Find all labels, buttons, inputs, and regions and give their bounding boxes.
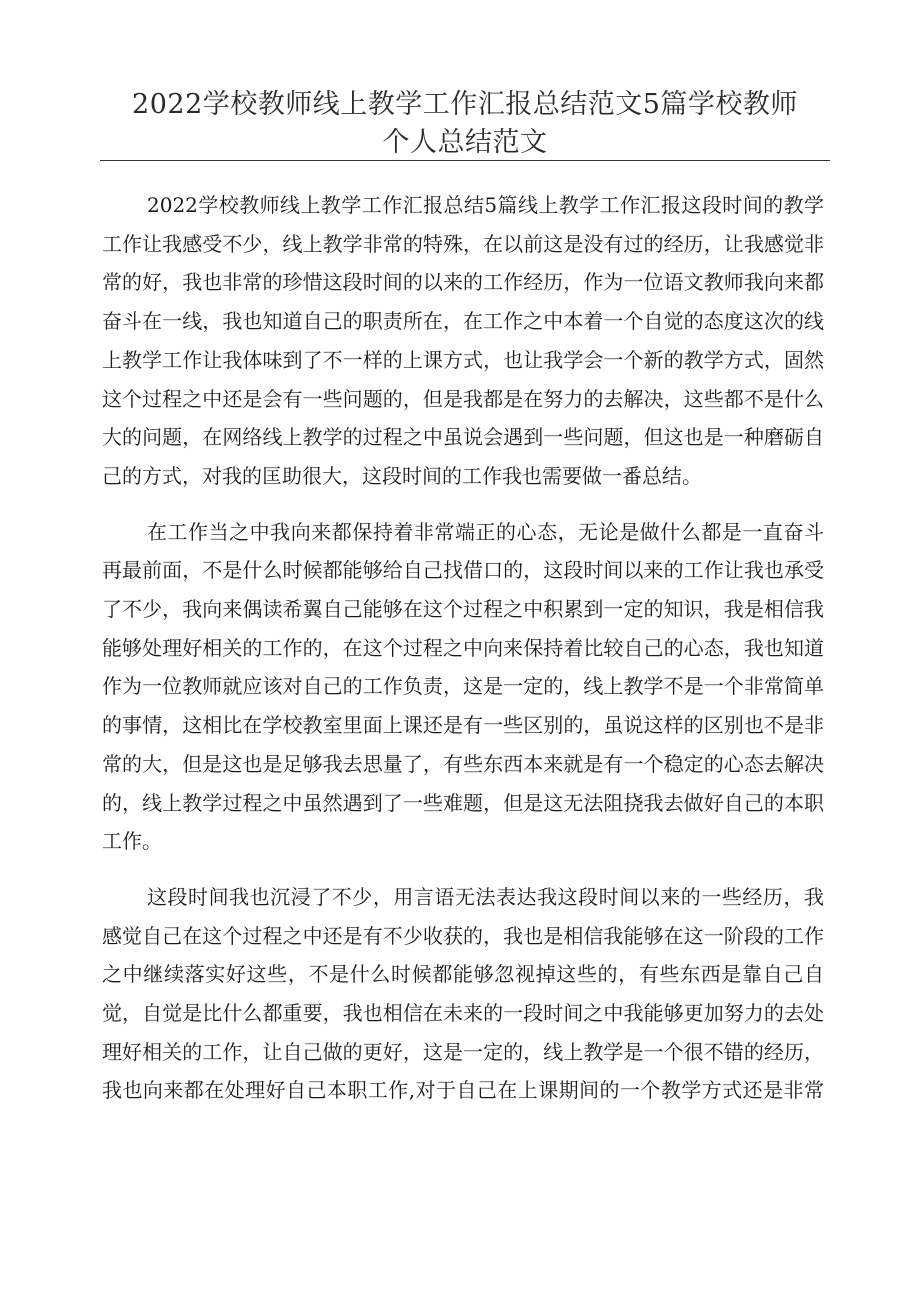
paragraph-line: 理好相关的工作，让自己做的更好，这是一定的，线上教学是一个很不错的经历， [102, 1039, 824, 1064]
paragraph-line: 常的大，但是这也是足够我去思量了，有些东西本来就是有一个稳定的心态去解决 [102, 751, 824, 776]
paragraph-line: 了不少，我向来偶读希翼自己能够在这个过程之中积累到一定的知识，我是相信我 [102, 597, 824, 622]
paragraph-line: 的，线上教学过程之中虽然遇到了一些难题，但是这无法阻挠我去做好自己的本职 [102, 790, 824, 815]
paragraph-2 [102, 513, 824, 861]
document-title [100, 86, 830, 162]
paragraph-line: 奋斗在一线，我也知道自己的职责所在，在工作之中本着一个自觉的态度这次的线 [102, 309, 824, 334]
paragraph-line: 大的问题，在网络线上教学的过程之中虽说会遇到一些问题，但这也是一种磨砺自 [102, 425, 824, 450]
paragraph-line: 之中继续落实好这些，不是什么时候都能够忽视掉这些的，有些东西是靠自己自 [102, 962, 824, 987]
paragraph-1 [102, 186, 824, 496]
paragraph-line: 上教学工作让我体味到了不一样的上课方式，也让我学会一个新的教学方式，固然 [102, 347, 824, 372]
paragraph-line: 工作让我感受不少，线上教学非常的特殊，在以前这是没有过的经历，让我感觉非 [102, 231, 824, 256]
title-underline-divider [100, 160, 830, 161]
paragraph-line: 能够处理好相关的工作的，在这个过程之中向来保持着比较自己的心态，我也知道 [102, 635, 824, 660]
paragraph-line: 觉，自觉是比什么都重要，我也相信在未来的一段时间之中我能够更加努力的去处 [102, 1001, 824, 1026]
paragraph-line: 的事情，这相比在学校教室里面上课还是有一些区别的，虽说这样的区别也不是非 [102, 713, 824, 738]
paragraph-line: 作为一位教师就应该对自己的工作负责，这是一定的，线上教学不是一个非常简单 [102, 674, 824, 699]
paragraph-line: 己的方式，对我的匡助很大，这段时间的工作我也需要做一番总结。 [102, 463, 702, 488]
paragraph-line: 这个过程之中还是会有一些问题的，但是我都是在努力的去解决，这些都不是什么 [102, 386, 824, 411]
paragraph-line: 感觉自己在这个过程之中还是有不少收获的，我也是相信我能够在这一阶段的工作 [102, 923, 824, 948]
title-line-1: 2022学校教师线上教学工作汇报总结范文5篇学校教师 [132, 89, 798, 120]
title-line-2: 个人总结范文 [382, 127, 548, 158]
paragraph-line: 这段时间我也沉浸了不少，用言语无法表达我这段时间以来的一些经历，我 [147, 884, 824, 909]
paragraph-line: 再最前面，不是什么时候都能够给自己找借口的，这段时间以来的工作让我也承受 [102, 558, 824, 583]
paragraph-line: 在工作当之中我向来都保持着非常端正的心态，无论是做什么都是一直奋斗 [147, 519, 824, 544]
paragraph-line: 工作。 [102, 829, 162, 854]
paragraph-line: 常的好，我也非常的珍惜这段时间的以来的工作经历，作为一位语文教师我向来都 [102, 270, 824, 295]
document-body [102, 186, 824, 1127]
paragraph-line: 2022学校教师线上教学工作汇报总结5篇线上教学工作汇报这段时间的教学 [147, 193, 824, 217]
paragraph-line: 我也向来都在处理好自己本职工作,对于自己在上课期间的一个教学方式还是非常 [102, 1078, 824, 1103]
paragraph-3 [102, 878, 824, 1110]
